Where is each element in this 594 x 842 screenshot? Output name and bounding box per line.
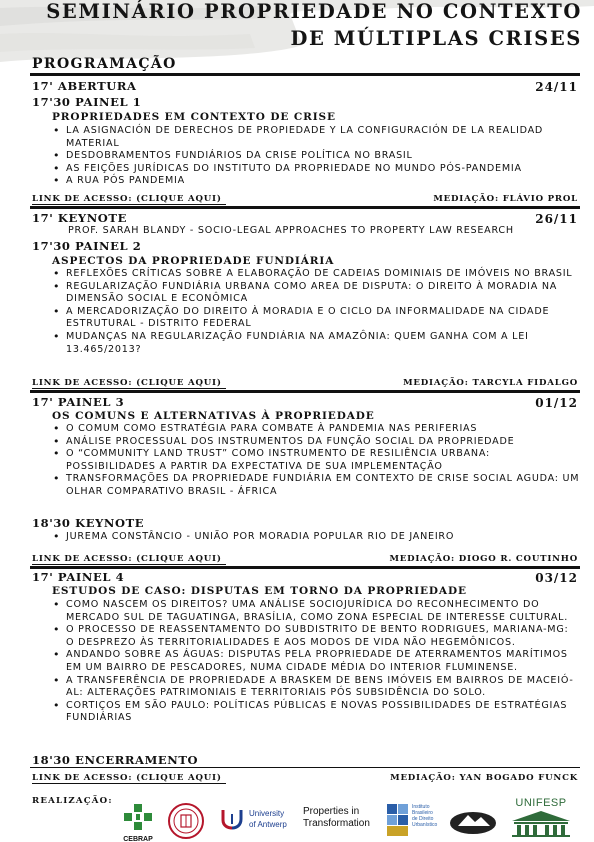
day4-mediacao: MEDIAÇÃO: YAN BOGADO FUNCK [390,773,578,783]
list-item: • AS FEIÇÕES JURÍDICAS DO INSTITUTO DA PROPRIEDADE NO MUNDO PÓS-PANDEMIA [50,163,580,176]
unifesp-logo [508,797,574,839]
cebrap-logo-text: CEBRAP [123,836,153,842]
day3-keynote-list [50,531,580,544]
realizacao-label: REALIZAÇÃO: [32,796,113,806]
ibdu-line-3: de Direito [412,816,434,822]
day3-divider [30,566,580,569]
list-item: • ANÁLISE PROCESSUAL DOS INSTRUMENTOS DA FUNÇÃO SOCIAL DA PROPRIEDADE [50,436,580,449]
day3-panel: 17' PAINEL 3 [32,395,125,409]
list-item: • O “COMMUNITY LAND TRUST” COMO INSTRUMENTO DE RESILIÊNCIA URBANA: POSSIBILIDADES A PARTIR DA EXPECTATIVA DE SUA IMPLEMENTAÇÃO [50,448,580,473]
list-item: • O COMUM COMO ESTRATÉGIA PARA COMBATE À PANDEMIA NAS PERIFERIAS [50,423,580,436]
list-item: • COMO NASCEM OS DIREITOS? UMA ANÁLISE SOCIOJURÍDICA DO RECONHECIMENTO DO MERCADO SUL DE TAGUATINGA, BRASÍLIA, COMO ZONA ESPECIAL DE INTERESSE CULTURAL. [50,599,580,624]
day4-talk-list [50,599,580,725]
day1-talk-list [50,125,580,188]
day4-access-link[interactable]: LINK DE ACESSO: (CLIQUE AQUI) [32,773,226,784]
day1-mediacao: MEDIAÇÃO: FLÁVIO PROL [433,194,578,204]
day4-closing: 18'30 ENCERRAMENTO [32,753,199,767]
day2-talk-list [50,268,580,356]
list-item: • A MERCADORIZAÇÃO DO DIREITO À MORADIA E O CICLO DA INFORMALIDADE NA CIDADE ESTRUTURAL - DISTRITO FEDERAL [50,306,580,331]
day1-access-link[interactable]: LINK DE ACESSO: (CLIQUE AQUI) [32,194,226,205]
cebrap-logo [117,802,159,840]
day4-panel-title: ESTUDOS DE CASO: DISPUTAS EM TORNO DA PROPRIEDADE [52,585,467,597]
day2-mediacao: MEDIAÇÃO: TARCYLA FIDALGO [403,378,578,388]
day4-date: 03/12 [535,571,578,585]
university-of-antwerp-logo [220,806,296,836]
day2-access-link[interactable]: LINK DE ACESSO: (CLIQUE AQUI) [32,378,226,389]
day1-divider [30,206,580,209]
day3-access-link[interactable]: LINK DE ACESSO: (CLIQUE AQUI) [32,554,226,565]
ibdu-line-2: Brasileiro [412,810,433,816]
list-item: • TRANSFORMAÇÕES DA PROPRIEDADE FUNDIÁRIA EM CONTEXTO DE CRISE SOCIAL AGUDA: UM OLHAR COMPARATIVO BRASIL - ÁFRICA [50,473,580,498]
day4-closing-divider [30,767,580,768]
programacao-heading: PROGRAMAÇÃO [32,56,177,72]
ibdu-line-1: Instituto [412,804,430,810]
title-line-2: DE MÚLTIPLAS CRISES [290,27,582,50]
day2-date: 26/11 [535,212,578,226]
list-item: • DESDOBRAMENTOS FUNDIÁRIOS DA CRISE POLÍTICA NO BRASIL [50,150,580,163]
day1-date: 24/11 [535,80,578,94]
list-item: • MUDANÇAS NA REGULARIZAÇÃO FUNDIÁRIA NA AMAZÔNIA: QUEM GANHA COM A LEI 13.465/2013? [50,331,580,356]
university-seal-logo [166,802,206,840]
list-item: • O PROCESSO DE REASSENTAMENTO DO SUBDISTRITO DE BENTO RODRIGUES, MARIANA-MG: O DESPREZO ÀS TERRITORIALIDADES E AOS MODOS DE VIDA NÃO HEGEMÔNICOS. [50,624,580,649]
day3-keynote: 18'30 KEYNOTE [32,516,145,530]
properties-in-transformation-logo [303,806,381,836]
header-divider [30,73,580,76]
ibdu-line-4: Urbanístico [412,822,438,828]
pit-line-1: Properties in [303,806,360,817]
antwerp-line-2: of Antwerp [249,820,287,829]
list-item: • LA ASIGNACIÓN DE DERECHOS DE PROPIEDADE Y LA CONFIGURACIÓN DE LA REALIDAD MATERIAL [50,125,580,150]
antwerp-line-1: University [249,809,285,818]
list-item: • CORTIÇOS EM SÃO PAULO: POLÍTICAS PÚBLICAS E NOVAS POSSIBILIDADES DE ESTRATÉGIAS FUNDIÁRIAS [50,700,580,725]
day4-panel: 17' PAINEL 4 [32,570,125,584]
list-item: • JUREMA CONSTÂNCIO - UNIÃO POR MORADIA POPULAR RIO DE JANEIRO [50,531,580,544]
organization-emblem-logo [448,806,498,836]
day2-keynote: 17' KEYNOTE [32,211,127,225]
day1-panel-title: PROPRIEDADES EM CONTEXTO DE CRISE [52,111,336,123]
pit-line-2: Transformation [303,818,370,829]
list-item: • ANDANDO SOBRE AS ÁGUAS: DISPUTAS PELA PROPRIEDADE DE ATERRAMENTOS MARÍTIMOS EM UM BAIRRO DE PESCADORES, NUMA CIDADE MÉDIA DO INTERIOR FLUMINENSE. [50,649,580,674]
day2-keynote-speaker: PROF. SARAH BLANDY - SOCIO-LEGAL APPROACHES TO PROPERTY LAW RESEARCH [68,225,514,236]
day3-mediacao: MEDIAÇÃO: DIOGO R. COUTINHO [389,554,578,564]
day3-panel-title: OS COMUNS E ALTERNATIVAS À PROPRIEDADE [52,410,375,422]
day1-opening: 17' ABERTURA [32,79,137,93]
list-item: • A RUA PÓS PANDEMIA [50,175,580,188]
day3-date: 01/12 [535,396,578,410]
unifesp-logo-text: UNIFESP [515,797,567,809]
day3-talk-list [50,423,580,499]
day2-panel-title: ASPECTOS DA PROPRIEDADE FUNDIÁRIA [52,255,335,267]
list-item: • A TRANSFERÊNCIA DE PROPRIEDADE A BRASKEM DE BENS IMÓVEIS EM BAIRROS DE MACEIÓ-AL: ALTERAÇÕES PATRIMONIAIS E TERRITORIAIS PÓS SUBSIDÊNCIA DO SOLO. [50,675,580,700]
list-item: • REGULARIZAÇÃO FUNDIÁRIA URBANA COMO AREA DE DISPUTA: O DIREITO À MORADIA NA DIMENSÃO SOCIAL E ECONÔMICA [50,281,580,306]
list-item: • REFLEXÕES CRÍTICAS SOBRE A ELABORAÇÃO DE CADEIAS DOMINIAIS DE IMÓVEIS NO BRASIL [50,268,580,281]
title-line-1: SEMINÁRIO PROPRIEDADE NO CONTEXTO [46,0,582,23]
ibdu-logo [386,803,440,839]
day1-panel: 17'30 PAINEL 1 [32,95,142,109]
day2-divider [30,390,580,393]
day2-panel: 17'30 PAINEL 2 [32,239,142,253]
